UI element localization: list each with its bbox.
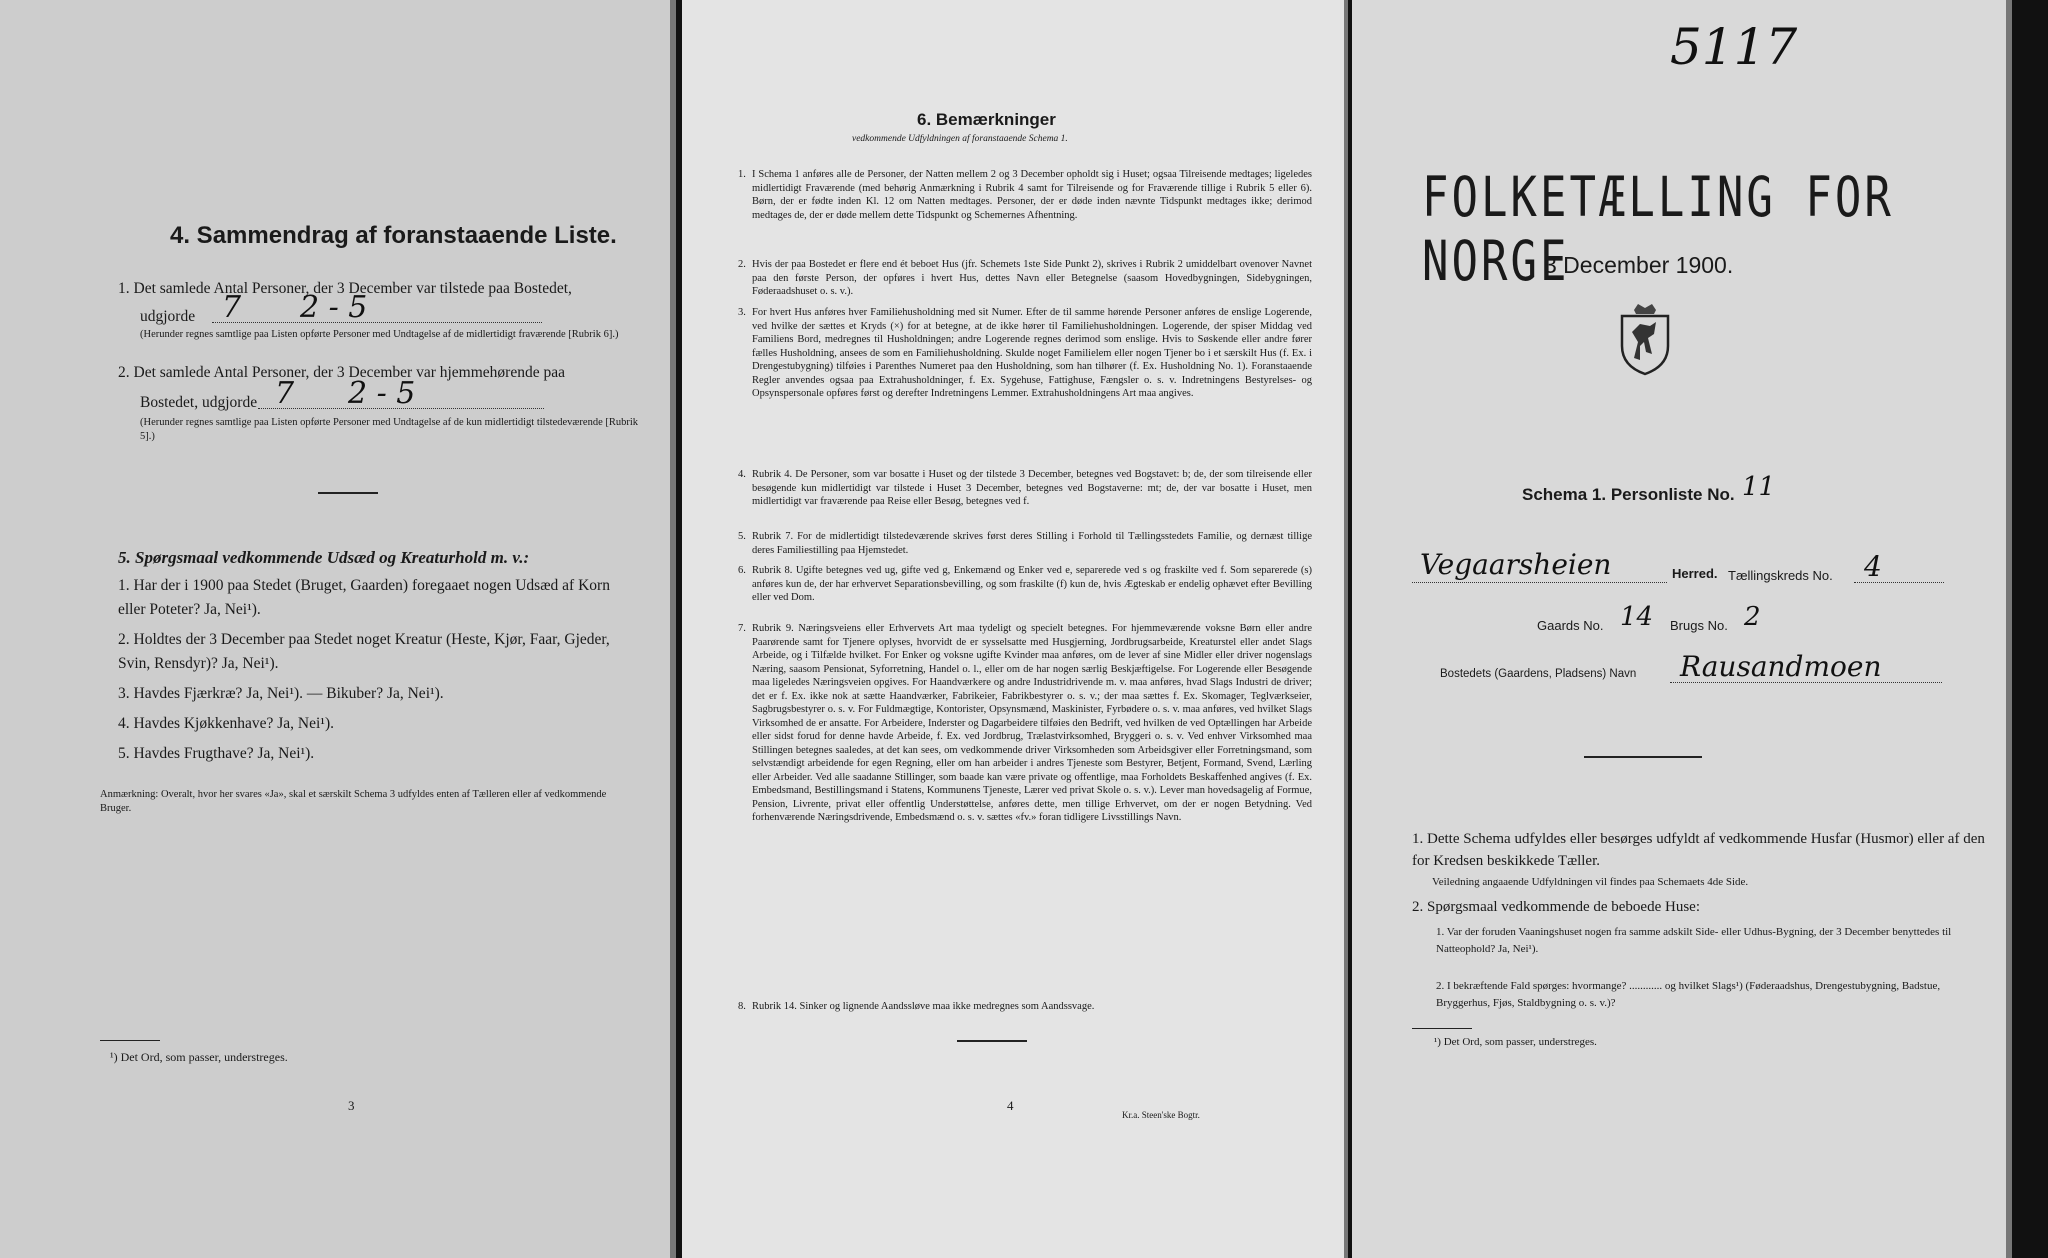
- page-edge: [1344, 0, 1348, 1258]
- divider: [957, 1040, 1027, 1042]
- question-4: 4. Havdes Kjøkkenhave? Ja, Nei¹).: [118, 715, 334, 732]
- summary-item-1-udgjorde: udgjorde: [140, 308, 196, 325]
- herred-value: Vegaarsheien: [1420, 548, 1612, 581]
- schema-number: 11: [1742, 472, 1776, 502]
- brugs-value: 2: [1744, 602, 1761, 632]
- remark-item: 3. For hvert Hus anføres hver Familiehusholdning med sit Numer. Efter de til samme hørende Personer anføres de enslige Logerende, ved hvilke der sættes et Kryds (×) for at betegne, at de ikke hører til Familiehusholdningen. Logerende, der spiser Middag ved Familiens Bord, medregnes til Husholdningen; andre Logerende regnes derimod som enslige. Hvis to Søskende eller andre fører fælles Husholdning, ansees de som en Familiehusholdning. Skulde noget Familielem eller nogen Tjener bo i et særskilt Hus (f. Ex. i Drengestubygning) tilføies i Parenthes Numeret paa den Husholdning, som han tilhører (f. Ex. Husholdning No. 1). Foranstaaende Regler anvendes ogsaa paa Extrahusholdninger, f. Ex. Sygehuse, Fattighuse, Fængsler o. s. v. Indretningens Bestyrelses- og Opsynspersonale opføres først og derefter Indretningens Lemmer. Extrahusholdningens Art maa angives.: [738, 307, 1312, 399]
- instruction-1-note: Veiledning angaaende Udfyldningen vil findes paa Schemaets 4de Side.: [1432, 876, 1749, 888]
- census-date: 3 December 1900.: [1544, 252, 1734, 278]
- summary-item-1-hand-b: 2 - 5: [300, 290, 368, 325]
- schema-label: Schema 1. Personliste No.: [1522, 485, 1735, 504]
- herred-label: Herred.: [1672, 566, 1718, 581]
- divider: [318, 492, 378, 494]
- remark-item: 4. Rubrik 4. De Personer, som var bosatte i Huset og der tilstede 3 December, betegnes ved Bogstavet: b; de, der som tilreisende eller besøgende kun midlertidigt var tilstede i Huset 3 December, betegnes ved Bogstaverne: mt; de, der var bosatte i Huset, men midlertidigt var fraværende paa Reise eller Besøg, betegnes ved f.: [738, 469, 1312, 507]
- instruction-2: 2. Spørgsmaal vedkommende de beboede Huse:: [1412, 899, 1700, 915]
- section-5-heading: 5. Spørgsmaal vedkommende Udsæd og Kreaturhold m. v.:: [118, 548, 530, 567]
- document-title: FOLKETÆLLING FOR NORGE: [1422, 166, 1894, 294]
- page-edge: [2006, 0, 2012, 1258]
- page-edge: [670, 0, 676, 1258]
- remarks-heading: 6. Bemærkninger: [917, 110, 1056, 129]
- kreds-line: [1854, 582, 1944, 583]
- remark-item: 6. Rubrik 8. Ugifte betegnes ved ug, gifte ved g, Enkemænd og Enker ved e, separerede ved s og fraskilte ved f. Som separerede (s) anføres kun de, der har erhvervet Separationsbevilling, og som fraskilte (f) kun de, hvis Ægteskab er endelig ophævet efter Bevilling eller ved Dom.: [738, 565, 1312, 603]
- question-2: 2. Holdtes der 3 December paa Stedet noget Kreatur (Heste, Kjør, Faar, Gjeder, Svin, Rensdyr)? Ja, Nei¹).: [118, 631, 610, 672]
- footnote: ¹) Det Ord, som passer, understreges.: [110, 1050, 288, 1064]
- bosted-line: [1670, 682, 1942, 683]
- instruction-2-sub-1: 1. Var der foruden Vaaningshuset nogen fra samme adskilt Side- eller Udhus-Bygning, der 3 December benyttedes til Natteophold? Ja, Nei¹).: [1436, 926, 1952, 955]
- question-1: 1. Har der i 1900 paa Stedet (Bruget, Gaarden) foregaaet nogen Udsæd af Korn eller Poteter? Ja, Nei¹).: [118, 577, 610, 618]
- summary-item-2-hand-a: 7: [275, 376, 295, 411]
- coat-of-arms-icon: [1616, 302, 1674, 376]
- remark-item: 5. Rubrik 7. For de midlertidigt tilstedeværende skrives først deres Stilling i Forhold til Tællingsstedets Familie, og dernæst tillige deres Familiestilling paa Hjemstedet.: [738, 531, 1312, 556]
- summary-item-1-line: [212, 322, 542, 323]
- summary-item-1-hand-a: 7: [222, 290, 242, 325]
- remark-item: 2. Hvis der paa Bostedet er flere end ét beboet Hus (jfr. Schemets 1ste Side Punkt 2), skrives i Rubrik 2 umiddelbart ovenover Navnet paa den første Person, der opføres i hvert Hus, dettes Navn eller Betegnelse (saasom Hovedbygningen, Sidebygningen, Føderaadshuset o. s. v.).: [738, 259, 1312, 297]
- archive-number: 5117: [1670, 18, 1798, 76]
- bosted-value: Rausandmoen: [1680, 650, 1882, 683]
- bosted-label: Bostedets (Gaardens, Pladsens) Navn: [1440, 668, 1637, 680]
- footnote-rule: [100, 1040, 160, 1041]
- summary-heading: 4. Sammendrag af foranstaaende Liste.: [170, 222, 617, 249]
- question-3: 3. Havdes Fjærkræ? Ja, Nei¹). — Bikuber? Ja, Nei¹).: [118, 685, 444, 702]
- printer-credit: Kr.a. Steen'ske Bogtr.: [1122, 1110, 1200, 1120]
- ornament-divider: [1584, 756, 1702, 758]
- gaards-value: 14: [1620, 602, 1654, 632]
- right-page: [1352, 0, 2012, 1258]
- summary-item-2-hand-b: 2 - 5: [348, 376, 416, 411]
- remark-item: 8. Rubrik 14. Sinker og lignende Aandssløve maa ikke medregnes som Aandssvage.: [738, 1001, 1095, 1012]
- summary-item-1-note: (Herunder regnes samtlige paa Listen opførte Personer med Undtagelse af de midlertidigt fraværende [Rubrik 6].): [140, 329, 619, 340]
- gaards-label: Gaards No.: [1537, 618, 1604, 633]
- instruction-1: 1. Dette Schema udfyldes eller besørges udfyldt af vedkommende Husfar (Husmor) eller af den for Kredsen beskikkede Tæller.: [1412, 831, 1985, 869]
- remark-item: 1. I Schema 1 anføres alle de Personer, der Natten mellem 2 og 3 December opholdt sig i Huset; ogsaa Tilreisende medtages; ligeledes midlertidigt Fraværende (med behørig Anmærkning i Rubrik 4 samt for Tilreisende og for Fraværende tillige i Rubrik 5 eller 6). Børn, der er fødte inden Kl. 12 om Natten medtages. Personer, der er døde inden nævnte Tidspunkt medtages ikke; derimod medtages de, der er døde mellem dette Tidspunkt og Schemernes Afhentning.: [738, 169, 1312, 221]
- summary-item-2-udgjorde: Bostedet, udgjorde: [140, 394, 258, 411]
- footnote-rule: [1412, 1028, 1472, 1029]
- remarks-subheading: vedkommende Udfyldningen af foranstaaende Schema 1.: [852, 134, 1068, 144]
- summary-item-1: 1. Det samlede Antal Personer, der 3 December var tilstede paa Bostedet,: [118, 280, 572, 297]
- question-5: 5. Havdes Frugthave? Ja, Nei¹).: [118, 745, 315, 762]
- middle-page: [682, 0, 1348, 1258]
- instruction-2-sub-2: 2. I bekræftende Fald spørges: hvormange? ............ og hvilket Slags¹) (Føderaadshus, Drengestubygning, Badstue, Bryggerhus, Fjøs, Staldbygning o. s. v.)?: [1436, 980, 1941, 1009]
- kreds-label: Tællingskreds No.: [1728, 568, 1833, 583]
- left-page: [0, 0, 676, 1258]
- page-number-4: 4: [1007, 1098, 1014, 1113]
- summary-item-2-note: (Herunder regnes samtlige paa Listen opførte Personer med Undtagelse af de kun midlertidigt tilstedeværende [Rubrik 5].): [140, 417, 639, 442]
- summary-item-2: 2. Det samlede Antal Personer, der 3 December var hjemmehørende paa: [118, 364, 565, 381]
- footnote: ¹) Det Ord, som passer, understreges.: [1434, 1036, 1597, 1048]
- remark-item: 7. Rubrik 9. Næringsveiens eller Erhvervets Art maa tydeligt og specielt betegnes. For hjemmeværende voksne Børn eller andre Paarørende samt for Tjenere oplyses, hvorvidt de er sysselsatte med Husgjerning, Jordbrugsarbeide, Kreaturstel eller andet Slags Arbeide, og i Tilfælde hvilket. For Enker og voksne ugifte Kvinder maa anføres, om de lever af sine Midler eller driver nogenslags Næring, saasom Pensionat, Syforretning, Handel o. l., eller om de har nogen særlig Beskjæftigelse. For Logerende eller Besøgende maa ligeledes Næringsveien opgives. For Haandværkere og andre Industridrivende m. v. maa anføres, hvad Slags Industri de driver; det er f. Ex. ikke nok at sætte Haandværker, Fabrikeier, Fabrikbestyrer o. s. v.; der maa sættes f. Ex. Skomager, Teglværkseier, Sagbrugsbestyrer o. s. v. For Fuldmægtige, Kontorister, Opsynsmænd, Maskinister, Fyrbødere o. s. v. maa anføres, ved hvilket Slags Virksomhed de er ansatte. For Arbeidere, Inderster og Dagarbeidere tilføies den Bedrift, ved hvilken de ved Optællingen har Arbeide eller sidst forud for denne havde Arbeide, f. Ex. ved Jordbrug, Trælastvirksomhed, Bryggeri o. s. v. Ved enhver Virksomhed maa Stillingen betegnes saaledes, at det kan sees, om vedkommende driver Virksomheden som Arbeidsgiver eller Forretningsmand, som selvstændigt arbeidende for egen Regning, eller om han arbeider i andres Tjeneste som Bestyrer, Betjent, Formand, Svend, Lærling eller Arbeider. Ved alle saadanne Stillinger, som baade kan være private og offentlige, maa Forholdets Beskaffenhed angives (f. Ex. Embedsmand, Bestillingsmand i Statens, Kommunens Tjeneste, Lærer ved privat Skole o. s. v.). Lever man hovedsagelig af Formue, Pension, Livrente, privat eller offentlig Understøttelse, anføres dette, men tillige Erhvervet, om der er nogen Betydning. Ved forhenværende Næringsdrivende, Embedsmænd o. s. v. sættes «fv.» foran tidligere Livsstillings Navn.: [738, 623, 1312, 823]
- herred-line: [1412, 582, 1667, 583]
- page-number-3: 3: [348, 1098, 355, 1113]
- brugs-label: Brugs No.: [1670, 618, 1728, 633]
- kreds-value: 4: [1864, 550, 1882, 583]
- remark-note: Anmærkning: Overalt, hvor her svares «Ja», skal et særskilt Schema 3 udfyldes enten af Tælleren eller af vedkommende Bruger.: [100, 789, 607, 814]
